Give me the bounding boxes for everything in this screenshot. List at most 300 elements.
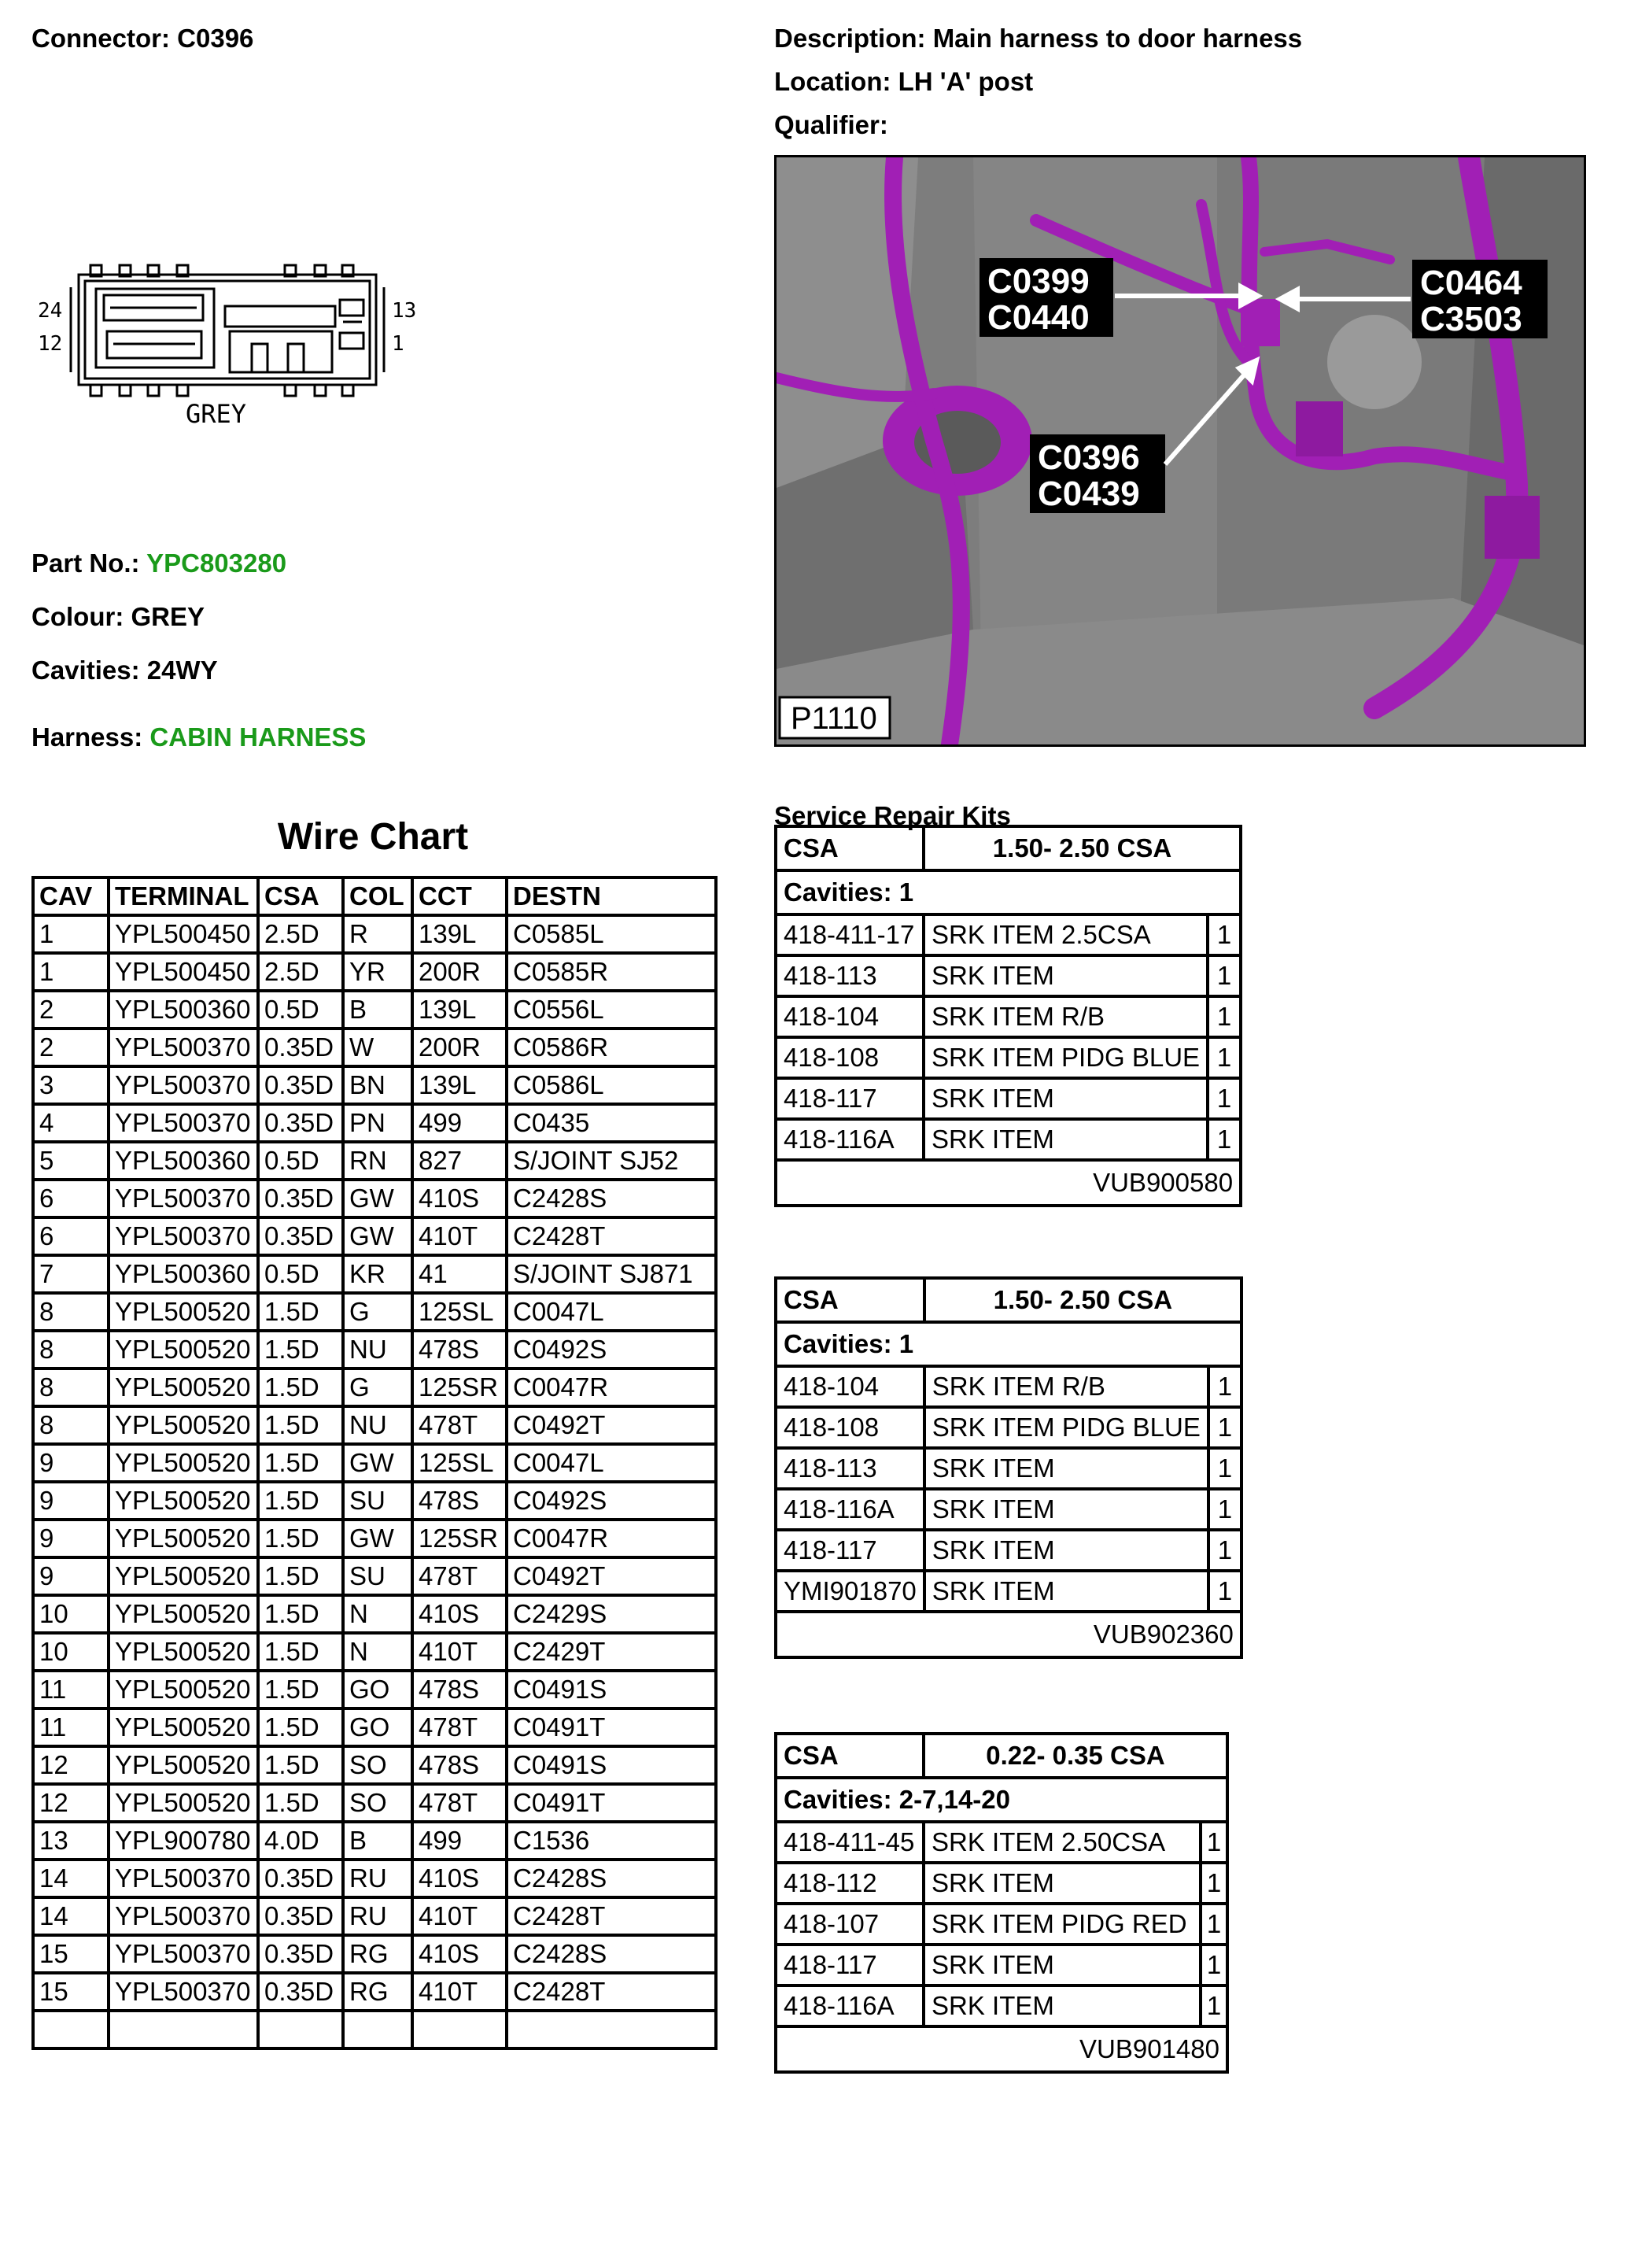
kit-item-qty: 1: [1208, 1407, 1241, 1448]
connector-diagram: [31, 256, 441, 437]
cell-cav: 8: [33, 1331, 109, 1369]
harness-value[interactable]: CABIN HARNESS: [149, 722, 367, 752]
cell-col: RU: [343, 1860, 412, 1897]
cell-cav: 1: [33, 915, 109, 953]
cell-destn: C2428S: [507, 1935, 716, 1973]
cell-destn: C0435: [507, 1104, 716, 1142]
cell-destn: C0585R: [507, 953, 716, 991]
table-row: [33, 1142, 716, 1180]
part-number: [31, 549, 286, 578]
kit-item-qty: 1: [1201, 1822, 1227, 1863]
cell-csa: 0.35D: [258, 1935, 343, 1973]
kit-item-desc: SRK ITEM 2.5CSA: [924, 914, 1208, 955]
table-row: [33, 915, 716, 953]
cell-terminal: YPL500520: [109, 1557, 258, 1595]
kit-item-qty: 1: [1208, 1366, 1241, 1407]
kit-item-row: [776, 1571, 1241, 1612]
cell-cav: 9: [33, 1557, 109, 1595]
cell-terminal: YPL500520: [109, 1708, 258, 1746]
cell-csa: 0.35D: [258, 1029, 343, 1066]
cell-cct: 139L: [412, 1066, 507, 1104]
kit-item-part: 418-112: [776, 1863, 924, 1904]
cell-terminal: YPL500370: [109, 1066, 258, 1104]
kit-item-qty: 1: [1201, 1985, 1227, 2026]
cell-terminal: YPL500520: [109, 1482, 258, 1520]
cell-cct: 410T: [412, 1973, 507, 2011]
kit-number: VUB902360: [1093, 1620, 1234, 1649]
cell-csa: 1.5D: [258, 1293, 343, 1331]
table-row: [33, 1708, 716, 1746]
kit-item-desc: SRK ITEM: [924, 1078, 1208, 1119]
kit-csa-label: CSA: [776, 826, 924, 870]
cell-col: R: [343, 915, 412, 953]
description: Description: Main harness to door harness: [774, 24, 1303, 53]
cell-csa: 0.35D: [258, 1066, 343, 1104]
cell-cct: 410T: [412, 1217, 507, 1255]
table-row: [33, 1822, 716, 1860]
kit-cavities: Cavities: 2-7,14-20: [776, 1778, 1227, 1822]
cell-terminal: YPL500360: [109, 1255, 258, 1293]
cell-destn: C2428S: [507, 1860, 716, 1897]
cell-csa: 1.5D: [258, 1557, 343, 1595]
wire-chart-title: Wire Chart: [277, 816, 469, 858]
cell-col: GW: [343, 1180, 412, 1217]
header-cav: CAV: [33, 877, 109, 915]
table-row: [33, 1973, 716, 2011]
kit-item-qty: 1: [1208, 1078, 1241, 1119]
connector-label: Connector: C0396: [31, 24, 254, 53]
cell-col: SO: [343, 1784, 412, 1822]
cell-cav: 10: [33, 1633, 109, 1671]
cell-destn: C2429T: [507, 1633, 716, 1671]
table-row: [33, 1180, 716, 1217]
cell-csa: 0.5D: [258, 1142, 343, 1180]
wire-chart-table: [31, 876, 718, 2050]
cell-terminal: YPL500370: [109, 1029, 258, 1066]
kit-number: VUB901480: [1079, 2034, 1219, 2063]
cell-col: NU: [343, 1331, 412, 1369]
cell-terminal: YPL500450: [109, 915, 258, 953]
location: Location: LH 'A' post: [774, 67, 1034, 96]
cell-cct: 410S: [412, 1595, 507, 1633]
table-row: [33, 1557, 716, 1595]
table-row: [33, 1784, 716, 1822]
cell-csa: 0.35D: [258, 1217, 343, 1255]
kit-item-part: 418-113: [776, 1448, 924, 1489]
cell-cav: 2: [33, 1029, 109, 1066]
cell-cav: 11: [33, 1708, 109, 1746]
table-row: [33, 953, 716, 991]
cell-cct: 478S: [412, 1331, 507, 1369]
cell-csa: 0.5D: [258, 1255, 343, 1293]
cell-terminal: YPL500360: [109, 991, 258, 1029]
kit-csa-range: 1.50- 2.50 CSA: [924, 826, 1241, 870]
cell-destn: C2428T: [507, 1897, 716, 1935]
cell-col: RG: [343, 1973, 412, 2011]
kit-item-part: 418-116A: [776, 1119, 924, 1160]
cell-col: BN: [343, 1066, 412, 1104]
cell-cav: 8: [33, 1293, 109, 1331]
kit-item-qty: 1: [1208, 996, 1241, 1037]
cell-col: SU: [343, 1482, 412, 1520]
kit-item-row: [776, 955, 1241, 996]
kit-item-desc: SRK ITEM: [924, 1530, 1208, 1571]
part-number-value[interactable]: YPC803280: [146, 549, 287, 578]
cell-col: YR: [343, 953, 412, 991]
table-row: [33, 1104, 716, 1142]
cell-cav: 2: [33, 991, 109, 1029]
cell-destn: C0585L: [507, 915, 716, 953]
cell-col: GW: [343, 1520, 412, 1557]
cell-destn: C0586L: [507, 1066, 716, 1104]
kit-item-desc: SRK ITEM: [924, 1863, 1201, 1904]
kit-item-desc: SRK ITEM: [924, 955, 1208, 996]
cell-destn: C0492T: [507, 1406, 716, 1444]
cell-csa: 1.5D: [258, 1369, 343, 1406]
cell-col: SU: [343, 1557, 412, 1595]
table-row: [33, 1444, 716, 1482]
cell-terminal: YPL500370: [109, 1935, 258, 1973]
cell-cav: 5: [33, 1142, 109, 1180]
cell-terminal: YPL500370: [109, 1180, 258, 1217]
cell-csa: 1.5D: [258, 1406, 343, 1444]
cell-cct: 478S: [412, 1482, 507, 1520]
cell-cav: 14: [33, 1897, 109, 1935]
kit-item-desc: SRK ITEM R/B: [924, 1366, 1208, 1407]
cell-destn: C0492S: [507, 1331, 716, 1369]
service-kit-table: [774, 1732, 1229, 2074]
cell-cav: 14: [33, 1860, 109, 1897]
kit-item-row: [776, 1904, 1227, 1945]
cell-col: RN: [343, 1142, 412, 1180]
kit-item-qty: 1: [1208, 1489, 1241, 1530]
header-cct: CCT: [412, 877, 507, 915]
cell-cav: [33, 2011, 109, 2048]
pin-1-label: 1: [392, 332, 404, 356]
cell-destn: C0586R: [507, 1029, 716, 1066]
cell-terminal: YPL500520: [109, 1671, 258, 1708]
kit-item-desc: SRK ITEM PIDG BLUE: [924, 1037, 1208, 1078]
cell-cav: 15: [33, 1973, 109, 2011]
kit-item-qty: 1: [1201, 1945, 1227, 1985]
cell-csa: 1.5D: [258, 1708, 343, 1746]
kit-item-part: 418-411-17: [776, 914, 924, 955]
kit-item-qty: 1: [1208, 914, 1241, 955]
cell-terminal: YPL500450: [109, 953, 258, 991]
cell-csa: 4.0D: [258, 1822, 343, 1860]
pin-12-label: 12: [38, 332, 63, 356]
pin-13-label: 13: [392, 299, 417, 323]
header-csa: CSA: [258, 877, 343, 915]
cell-csa: 1.5D: [258, 1520, 343, 1557]
kit-item-row: [776, 1037, 1241, 1078]
cell-csa: 0.5D: [258, 991, 343, 1029]
kit-number: VUB900580: [1093, 1168, 1234, 1197]
cell-col: [343, 2011, 412, 2048]
cell-cct: 499: [412, 1822, 507, 1860]
cell-destn: C0047L: [507, 1444, 716, 1482]
kit-item-part: 418-411-45: [776, 1822, 924, 1863]
cell-cct: 410S: [412, 1935, 507, 1973]
cell-col: G: [343, 1369, 412, 1406]
cell-terminal: YPL500360: [109, 1142, 258, 1180]
cell-cav: 9: [33, 1444, 109, 1482]
cell-destn: C0556L: [507, 991, 716, 1029]
kit-item-desc: SRK ITEM: [924, 1448, 1208, 1489]
cell-col: B: [343, 991, 412, 1029]
kit-item-row: [776, 1985, 1227, 2026]
kit-item-qty: 1: [1208, 1530, 1241, 1571]
kit-item-part: 418-116A: [776, 1489, 924, 1530]
kit-item-row: [776, 1407, 1241, 1448]
kit-item-part: 418-104: [776, 1366, 924, 1407]
cell-cav: 6: [33, 1217, 109, 1255]
cell-csa: 2.5D: [258, 953, 343, 991]
cell-cct: 139L: [412, 915, 507, 953]
cell-terminal: YPL500370: [109, 1973, 258, 2011]
cell-col: GW: [343, 1217, 412, 1255]
kit-item-row: [776, 1366, 1241, 1407]
kit-item-row: [776, 996, 1241, 1037]
kit-item-part: 418-116A: [776, 1985, 924, 2026]
cell-terminal: YPL500520: [109, 1595, 258, 1633]
cell-col: B: [343, 1822, 412, 1860]
cell-cct: 125SL: [412, 1293, 507, 1331]
table-row: [33, 1331, 716, 1369]
cell-cav: 8: [33, 1369, 109, 1406]
header-col: COL: [343, 877, 412, 915]
table-row: [33, 1217, 716, 1255]
cell-csa: 1.5D: [258, 1784, 343, 1822]
cell-cct: 410T: [412, 1897, 507, 1935]
cell-col: KR: [343, 1255, 412, 1293]
cell-terminal: YPL500370: [109, 1217, 258, 1255]
table-row: [33, 1406, 716, 1444]
cell-cct: 478S: [412, 1746, 507, 1784]
location-photo: [774, 155, 1586, 747]
cell-csa: 1.5D: [258, 1671, 343, 1708]
kit-item-row: [776, 1448, 1241, 1489]
cell-terminal: YPL500520: [109, 1633, 258, 1671]
cell-destn: C0491T: [507, 1708, 716, 1746]
cell-col: GO: [343, 1708, 412, 1746]
kit-csa-label: CSA: [776, 1278, 924, 1322]
service-kits-title: Service Repair Kits: [774, 801, 1011, 830]
cell-terminal: YPL500520: [109, 1444, 258, 1482]
kit-item-part: 418-113: [776, 955, 924, 996]
cell-destn: C2428T: [507, 1973, 716, 2011]
cell-cav: 6: [33, 1180, 109, 1217]
kit-item-qty: 1: [1208, 1571, 1241, 1612]
cell-destn: C2428T: [507, 1217, 716, 1255]
cell-col: GW: [343, 1444, 412, 1482]
cell-cav: 11: [33, 1671, 109, 1708]
cell-terminal: YPL500370: [109, 1860, 258, 1897]
cell-destn: [507, 2011, 716, 2048]
cell-csa: 1.5D: [258, 1633, 343, 1671]
kit-item-qty: 1: [1208, 1037, 1241, 1078]
cell-cav: 3: [33, 1066, 109, 1104]
cell-terminal: YPL900780: [109, 1822, 258, 1860]
cell-terminal: YPL500520: [109, 1406, 258, 1444]
cell-destn: S/JOINT SJ871: [507, 1255, 716, 1293]
cell-cav: 15: [33, 1935, 109, 1973]
cell-destn: C0491S: [507, 1746, 716, 1784]
cell-cav: 10: [33, 1595, 109, 1633]
cell-cct: 125SL: [412, 1444, 507, 1482]
table-row: [33, 1860, 716, 1897]
kit-item-row: [776, 914, 1241, 955]
cell-csa: [258, 2011, 343, 2048]
colour: Colour: GREY: [31, 602, 205, 631]
cell-destn: C2429S: [507, 1595, 716, 1633]
table-row: [33, 991, 716, 1029]
kit-item-row: [776, 1530, 1241, 1571]
cell-cav: 12: [33, 1784, 109, 1822]
kit-item-part: YMI901870: [776, 1571, 924, 1612]
service-kit-table: [774, 1276, 1243, 1659]
cavities: Cavities: 24WY: [31, 656, 218, 685]
callout-c0396: C0396: [1038, 438, 1140, 477]
cell-cav: 4: [33, 1104, 109, 1142]
table-row: [33, 1633, 716, 1671]
cell-cct: 478T: [412, 1708, 507, 1746]
cell-csa: 1.5D: [258, 1746, 343, 1784]
cell-csa: 0.35D: [258, 1104, 343, 1142]
kit-cavities: Cavities: 1: [776, 870, 1241, 914]
kit-item-row: [776, 1078, 1241, 1119]
kit-item-part: 418-117: [776, 1945, 924, 1985]
table-row: [33, 1482, 716, 1520]
kit-item-qty: 1: [1201, 1863, 1227, 1904]
cell-cav: 12: [33, 1746, 109, 1784]
cell-col: SO: [343, 1746, 412, 1784]
kit-csa-range: 1.50- 2.50 CSA: [924, 1278, 1241, 1322]
cell-cav: 8: [33, 1406, 109, 1444]
cell-cct: 478T: [412, 1784, 507, 1822]
cell-destn: C2428S: [507, 1180, 716, 1217]
cell-terminal: YPL500520: [109, 1784, 258, 1822]
kit-item-desc: SRK ITEM: [924, 1571, 1208, 1612]
cell-csa: 1.5D: [258, 1331, 343, 1369]
table-row: [33, 1369, 716, 1406]
kit-item-qty: 1: [1208, 1448, 1241, 1489]
cell-col: RG: [343, 1935, 412, 1973]
cell-destn: C0491S: [507, 1671, 716, 1708]
cell-cav: 7: [33, 1255, 109, 1293]
kit-item-part: 418-117: [776, 1078, 924, 1119]
table-row: [33, 1897, 716, 1935]
callout-c0399: C0399: [987, 262, 1090, 301]
cell-cct: 410S: [412, 1180, 507, 1217]
cell-csa: 1.5D: [258, 1444, 343, 1482]
cell-cct: 499: [412, 1104, 507, 1142]
cell-col: N: [343, 1633, 412, 1671]
cell-destn: C0047R: [507, 1520, 716, 1557]
cell-cav: 9: [33, 1482, 109, 1520]
harness-label: Harness:: [31, 722, 150, 752]
cell-csa: 0.35D: [258, 1180, 343, 1217]
cell-csa: 1.5D: [258, 1595, 343, 1633]
wire-chart-header-row: [33, 877, 716, 915]
cell-terminal: YPL500370: [109, 1104, 258, 1142]
cell-terminal: YPL500520: [109, 1369, 258, 1406]
table-row: [33, 1520, 716, 1557]
service-kit-table: [774, 825, 1242, 1207]
kit-csa-label: CSA: [776, 1734, 924, 1778]
kit-item-row: [776, 1489, 1241, 1530]
kit-item-desc: SRK ITEM PIDG BLUE: [924, 1407, 1208, 1448]
cell-csa: 0.35D: [258, 1973, 343, 2011]
cell-cct: 125SR: [412, 1369, 507, 1406]
kit-item-row: [776, 1945, 1227, 1985]
cell-cav: 13: [33, 1822, 109, 1860]
cell-col: NU: [343, 1406, 412, 1444]
cell-cav: 9: [33, 1520, 109, 1557]
kit-item-desc: SRK ITEM: [924, 1119, 1208, 1160]
kit-item-part: 418-108: [776, 1407, 924, 1448]
photo-code: P1110: [791, 701, 877, 736]
cell-cct: 410S: [412, 1860, 507, 1897]
cell-cav: 1: [33, 953, 109, 991]
table-row: [33, 1293, 716, 1331]
qualifier: Qualifier:: [774, 110, 888, 139]
cell-csa: 0.35D: [258, 1860, 343, 1897]
table-row: [33, 1671, 716, 1708]
kit-item-row: [776, 1119, 1241, 1160]
cell-col: G: [343, 1293, 412, 1331]
cell-destn: C0491T: [507, 1784, 716, 1822]
cell-terminal: YPL500520: [109, 1746, 258, 1784]
kit-item-part: 418-108: [776, 1037, 924, 1078]
callout-c0439: C0439: [1038, 475, 1140, 513]
cell-cct: 410T: [412, 1633, 507, 1671]
kit-csa-range: 0.22- 0.35 CSA: [924, 1734, 1227, 1778]
cell-csa: 1.5D: [258, 1482, 343, 1520]
cell-csa: 0.35D: [258, 1897, 343, 1935]
cell-col: W: [343, 1029, 412, 1066]
cell-cct: 139L: [412, 991, 507, 1029]
cell-terminal: YPL500520: [109, 1520, 258, 1557]
cell-terminal: YPL500370: [109, 1897, 258, 1935]
table-row: [33, 1935, 716, 1973]
cell-destn: C0492S: [507, 1482, 716, 1520]
callout-c0440: C0440: [987, 298, 1090, 337]
kit-item-qty: 1: [1208, 1119, 1241, 1160]
cell-col: N: [343, 1595, 412, 1633]
table-row: [33, 1746, 716, 1784]
cell-destn: C0047L: [507, 1293, 716, 1331]
cell-cct: 478S: [412, 1671, 507, 1708]
cell-csa: 2.5D: [258, 915, 343, 953]
kit-item-desc: SRK ITEM: [924, 1985, 1201, 2026]
kit-item-desc: SRK ITEM 2.50CSA: [924, 1822, 1201, 1863]
kit-item-part: 418-117: [776, 1530, 924, 1571]
table-row: [33, 1066, 716, 1104]
kit-item-desc: SRK ITEM R/B: [924, 996, 1208, 1037]
cell-destn: C1536: [507, 1822, 716, 1860]
kit-item-qty: 1: [1208, 955, 1241, 996]
kit-item-qty: 1: [1201, 1904, 1227, 1945]
header-terminal: TERMINAL: [109, 877, 258, 915]
callout-c0464: C0464: [1420, 264, 1522, 302]
cell-cct: 41: [412, 1255, 507, 1293]
cell-destn: C0492T: [507, 1557, 716, 1595]
cell-cct: 827: [412, 1142, 507, 1180]
cell-terminal: [109, 2011, 258, 2048]
part-number-label: Part No.:: [31, 549, 147, 578]
table-row: [33, 1255, 716, 1293]
